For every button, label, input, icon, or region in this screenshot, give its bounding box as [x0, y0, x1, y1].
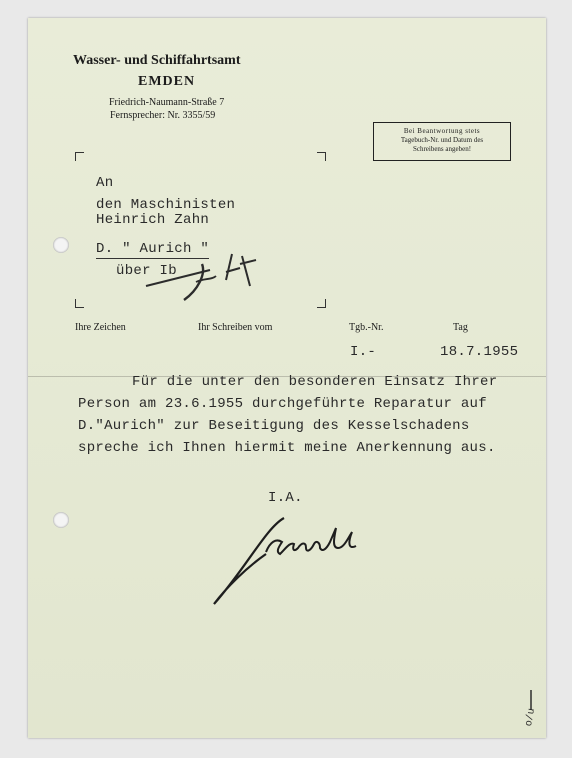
signature-text: Brandt — [206, 508, 210, 509]
address-corner-br — [317, 299, 326, 308]
closing-ia: I.A. — [268, 490, 303, 506]
value-date: 18.7.1955 — [440, 344, 519, 360]
body-line-3: D."Aurich" zur Beseitigung des Kesselschadens — [78, 418, 470, 434]
body-line-2: Person am 23.6.1955 durchgeführte Reparatur auf — [78, 396, 487, 412]
body-line-4: spreche ich Ihnen hiermit meine Anerkennung aus. — [78, 440, 496, 456]
handwritten-initials — [140, 246, 268, 307]
punch-hole-top — [53, 237, 69, 253]
value-tgb-nr: I.- — [350, 344, 377, 360]
margin-tick — [528, 690, 534, 712]
letter-sheet — [28, 18, 546, 738]
signature — [206, 508, 366, 608]
recipient-name: Heinrich Zahn — [96, 212, 210, 228]
address-corner-bl — [75, 299, 84, 308]
handwritten-note-text: Ji. 4/7. — [264, 306, 268, 307]
label-ihre-zeichen: Ihre Zeichen — [75, 322, 126, 333]
letterhead-phone: Fernsprecher: Nr. 3355/59 — [110, 110, 216, 121]
letterhead-city: EMDEN — [138, 74, 196, 89]
recipient-vessel: D. " Aurich " — [96, 241, 210, 257]
address-corner-tl — [75, 152, 84, 161]
letterhead-street: Friedrich-Naumann-Straße 7 — [109, 97, 225, 108]
letterhead-authority: Wasser- und Schiffahrtsamt — [73, 53, 241, 68]
notice-line-1: Bei Beantwortung stets — [403, 127, 481, 135]
punch-hole-bottom — [53, 512, 69, 528]
label-ihr-schreiben: Ihr Schreiben vom — [198, 322, 273, 333]
margin-note: o/u — [524, 707, 538, 728]
body-line-1: Für die unter den besonderen Einsatz Ihrer — [132, 374, 498, 390]
notice-line-3: Schreibens angeben! — [412, 145, 472, 153]
recipient-an: An — [96, 175, 114, 191]
recipient-via: über Ib — [116, 263, 177, 279]
label-tgb-nr: Tgb.-Nr. — [349, 322, 384, 333]
address-corner-tr — [317, 152, 326, 161]
recipient-title: den Maschinisten — [96, 197, 236, 213]
notice-line-2: Tagebuch-Nr. und Datum des — [400, 136, 484, 144]
reply-notice-box — [373, 122, 511, 161]
label-tag: Tag — [453, 322, 468, 333]
